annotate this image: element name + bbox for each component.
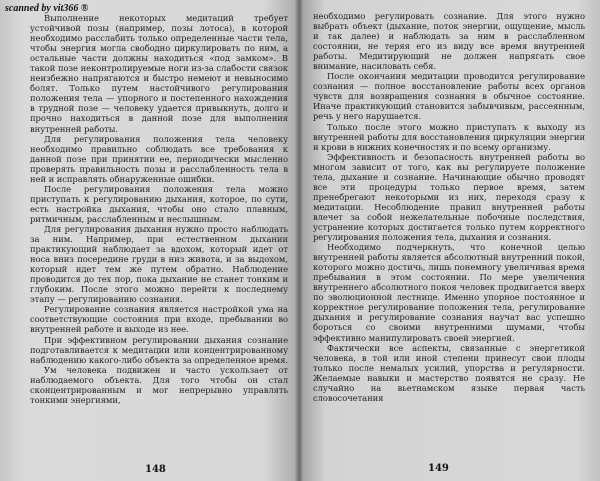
left-page [0, 0, 299, 481]
right-page [299, 0, 600, 481]
scan-watermark: scanned by vit366 ® [5, 3, 89, 14]
paragraph: После окончания медитации проводится регулирование сознания — полное восстановление работы всех органов чувств для возвращения сознания в обычное состояние. Иначе практикующий становится забывчивым, рассеянным, речь у него нарушается. [313, 71, 585, 122]
paragraph: Регулирование сознания является настройкой ума на соответствующие состояния при входе, пребывании во внутренней работе и выходе из нее. [30, 304, 288, 335]
paragraph: Фактически все аспекты, связанные с энергетикой человека, в той или иной степени принесут свои плоды только после немалых усилий, упорства и регулярности. Желаемые навыки и мастерство появятся не сразу. Не случайно на вьетнамском языке первая часть словосочетания [313, 342, 585, 403]
paragraph: Необходимо подчеркнуть, что конечной целью внутренней работы является абсолютный внутренний покой, которого можно достичь, лишь понемногу увеличивая время пребывания в этом состоянии. По мере увеличения внутреннего абсолютного покоя человек продвигается вверх по эволюционной лестнице. Именно упорное постоянное и корректное регулирование положения тела, регулирование дыхания и регулирование сознания научат вас успешно бороться со своими внутренними шумами, чтобы эффективно манипулировать своей энергией. [313, 242, 585, 343]
page-number-left: 148 [145, 464, 166, 475]
paragraph: Только после этого можно приступать к выходу из внутренней работы для восстановления циркуляции энергии и крови в нижних конечностях и по всему организму. [313, 121, 585, 152]
paragraph: Эффективность и безопасность внутренней работы во многом зависит от того, как вы регулируете положение тела, дыхание и сознание. Начинающие обычно проводят все эти процедуры только первое время, затем пренебрегают некоторыми из них, переходя сразу к медитации. Несоблюдение правил внутренней работы влечет за собой нежелательные побочные последствия, устранение которых достигается только путем корректного регулирования положения тела, дыхания и сознания. [313, 151, 585, 243]
left-page-text [30, 13, 288, 405]
page-number-right: 149 [428, 463, 449, 474]
paragraph: Для регулирования положения тела человеку необходимо правильно соблюдать все требования к данной позе при принятии ее, периодически мысленно проверять правильность позы и расслабленность тела в ней и исправлять обнаруженные ошибки. [30, 133, 288, 184]
paragraph: Для регулирования дыхания нужно просто наблюдать за ним. Например, при естественном дыхании практикующий наблюдает за вдохом, который идет от носа вниз посередине груди в низ живота, и за выдохом, который идет тем же путем обратно. Наблюдение проводится до тех пор, пока дыхание не станет тонким и глубоким. После этого можно перейти к последнему этапу — регулированию сознания. [30, 223, 288, 305]
paragraph: После регулирования положения тела можно приступать к регулированию дыхания, которое, по сути, есть настройка дыхания, чтобы оно стало плавным, ритмичным, расслабленным и неслышным. [30, 183, 288, 224]
paragraph: При эффективном регулировании дыхания сознание подготавливается к медитации или концентрированному наблюдению какого-либо объекта за определенное время. [30, 334, 288, 365]
paragraph: Ум человека подвижен и часто ускользает от наблюдаемого объекта. Для того чтобы он стал сконцентрированным и мог непрерывно управлять тонкими энергиями, [30, 364, 288, 405]
book-gutter [295, 0, 303, 481]
right-page-text [313, 11, 585, 403]
paragraph: Выполнение некоторых медитаций требует устойчивой позы (например, позы лотоса), в которой необходимо расслабить только определенные части тела, чтобы энергия могла свободно циркулировать по ним, а остальные части должны находиться «под замком». В такой позе неконтролируемые ноги из-за слабости связок неизбежно напрягаются и быстро немеют и невыносимо болят. Только путем настойчивого регулирования положения тела — упорного и постепенного нахождения в трудной позе — человеку удается привыкнуть, долго и прочно находиться в данной позе для выполнения внутренней работы. [30, 13, 288, 134]
paragraph: необходимо регулировать сознание. Для этого нужно выбрать объект (дыхание, поток энергии, ощущение, мысль и так далее) и наблюдать за ним в расслабленном состоянии, не теряя его из виду все время внутренней работы. Медитирующий не должен напрягать свое внимание, насиловать себя. [313, 11, 585, 72]
